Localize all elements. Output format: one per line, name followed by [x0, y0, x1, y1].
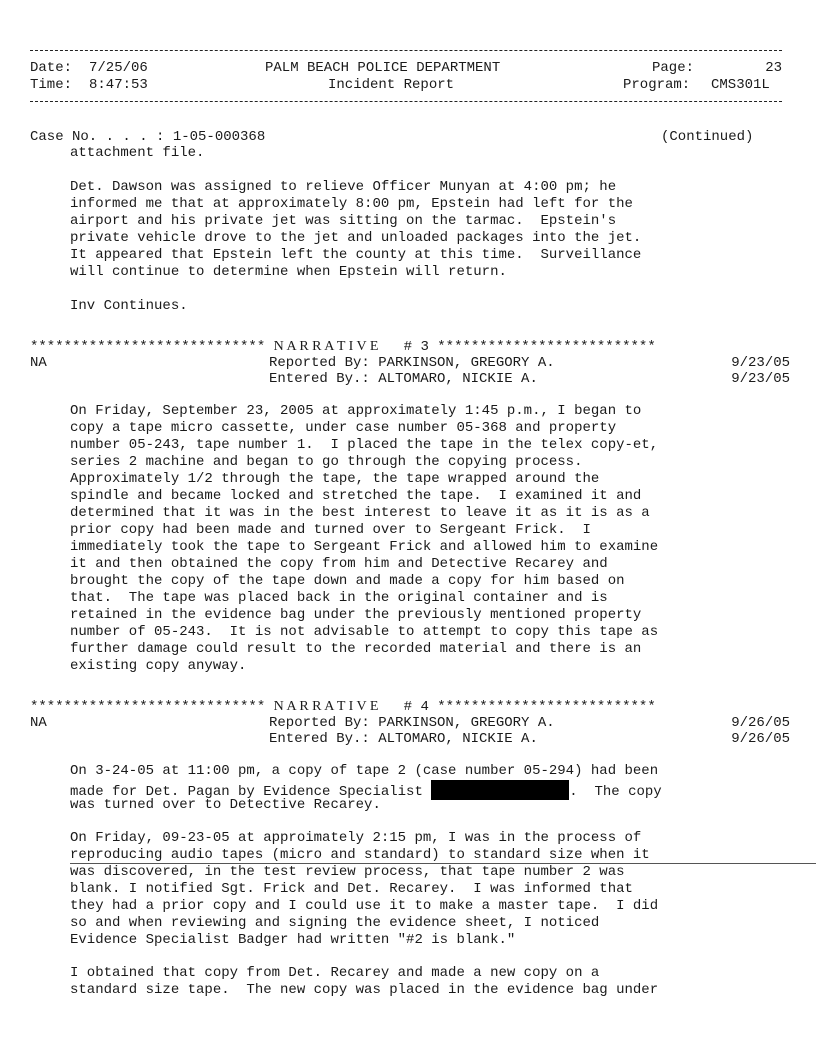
text-line: It appeared that Epstein left the county at this time. Surveillance [70, 247, 642, 263]
text-line: I obtained that copy from Det. Recarey and made a new copy on a [70, 965, 600, 981]
text-line: private vehicle drove to the jet and unloaded packages into the jet. [70, 230, 642, 246]
time-value: 8:47:53 [89, 77, 148, 93]
banner-stars-right: ************************** [437, 699, 656, 715]
header-bottom-rule [30, 101, 782, 102]
narrative-title: N A R R A T I V E [273, 339, 379, 354]
reported-by: Reported By: PARKINSON, GREGORY A. [269, 715, 555, 731]
text-segment: made for Det. Pagan by Evidence Specialist [70, 784, 423, 800]
text-line: brought the copy of the tape down and made a copy for him based on [70, 573, 625, 589]
text-line: determined that it was in the best interest to leave it as it is as a [70, 505, 650, 521]
page-number: 23 [765, 60, 782, 76]
text-line: further damage could result to the recorded material and there is an [70, 641, 642, 657]
program-value: CMS301L [711, 77, 770, 93]
page-label: Page: [652, 60, 695, 76]
continued-marker: (Continued) [661, 129, 754, 145]
text-line: On 3-24-05 at 11:00 pm, a copy of tape 2 (case number 05-294) had been [70, 763, 659, 779]
narrative-number: # 3 [403, 339, 429, 355]
entered-by: Entered By.: ALTOMARO, NICKIE A. [269, 371, 538, 387]
entered-date: 9/26/05 [731, 731, 790, 747]
narrative-title: N A R R A T I V E [273, 699, 379, 714]
text-line: copy a tape micro cassette, under case number 05-368 and property [70, 420, 617, 436]
entered-date: 9/23/05 [731, 371, 790, 387]
report-title: Incident Report [328, 77, 455, 93]
text-line: so and when reviewing and signing the evidence sheet, I noticed [70, 915, 600, 931]
time-label: Time: [30, 77, 73, 93]
banner-stars-left: **************************** [30, 339, 266, 355]
text-line: prior copy had been made and turned over to Sergeant Frick. I [70, 522, 591, 538]
text-segment: . The copy [569, 784, 662, 800]
banner-stars-right: ************************** [437, 339, 656, 355]
text-line: On Friday, September 23, 2005 at approximately 1:45 p.m., I began to [70, 403, 642, 419]
text-line: it and then obtained the copy from him and Detective Recarey and [70, 556, 608, 572]
text-line: reproducing audio tapes (micro and standard) to standard size when it [70, 847, 650, 863]
date-label: Date: [30, 60, 73, 76]
text-line: was discovered, in the test review process, that tape number 2 was [70, 864, 625, 880]
text-line: number of 05-243. It is not advisable to attempt to copy this tape as [70, 624, 659, 640]
program-label: Program: [623, 77, 691, 93]
header-top-rule [30, 50, 782, 51]
text-line: that. The tape was placed back in the original container and is [70, 590, 608, 606]
narrative-banner [30, 699, 656, 715]
text-line: was turned over to Detective Recarey. [70, 797, 381, 813]
text-line: Approximately 1/2 through the tape, the tape wrapped around the [70, 471, 600, 487]
banner-stars-left: **************************** [30, 699, 266, 715]
narrative-banner [30, 339, 656, 355]
text-line: series 2 machine and began to go through the copying process. [70, 454, 583, 470]
date-value: 7/25/06 [89, 60, 148, 76]
text-line: standard size tape. The new copy was placed in the evidence bag under [70, 982, 659, 998]
text-line: spindle and became locked and stretched the tape. I examined it and [70, 488, 642, 504]
text-line: blank. I notified Sgt. Frick and Det. Recarey. I was informed that [70, 881, 633, 897]
text-line: Det. Dawson was assigned to relieve Officer Munyan at 4:00 pm; he [70, 179, 617, 195]
narrative-number: # 4 [403, 699, 429, 715]
reported-date: 9/23/05 [731, 355, 790, 371]
text-line: existing copy anyway. [70, 658, 247, 674]
narrative-code: NA [30, 355, 47, 371]
inv-continues: Inv Continues. [70, 298, 188, 314]
text-line: retained in the evidence bag under the previously mentioned property [70, 607, 642, 623]
entered-by: Entered By.: ALTOMARO, NICKIE A. [269, 731, 538, 747]
text-line: On Friday, 09-23-05 at approimately 2:15 pm, I was in the process of [70, 830, 642, 846]
narrative-code: NA [30, 715, 47, 731]
text-line: they had a prior copy and I could use it to make a master tape. I did [70, 898, 659, 914]
text-line: immediately took the tape to Sergeant Frick and allowed him to examine [70, 539, 659, 555]
department-name: PALM BEACH POLICE DEPARTMENT [265, 60, 501, 76]
reported-date: 9/26/05 [731, 715, 790, 731]
text-line: number 05-243, tape number 1. I placed the tape in the telex copy-et, [70, 437, 659, 453]
text-line: informed me that at approximately 8:00 pm, Epstein had left for the [70, 196, 633, 212]
case-number: Case No. . . . : 1-05-000368 [30, 129, 266, 145]
continued-text: attachment file. [70, 145, 205, 161]
text-line: will continue to determine when Epstein will return. [70, 264, 507, 280]
text-line: airport and his private jet was sitting on the tarmac. Epstein's [70, 213, 617, 229]
text-line: Evidence Specialist Badger had written "#2 is blank." [70, 932, 516, 948]
reported-by: Reported By: PARKINSON, GREGORY A. [269, 355, 555, 371]
